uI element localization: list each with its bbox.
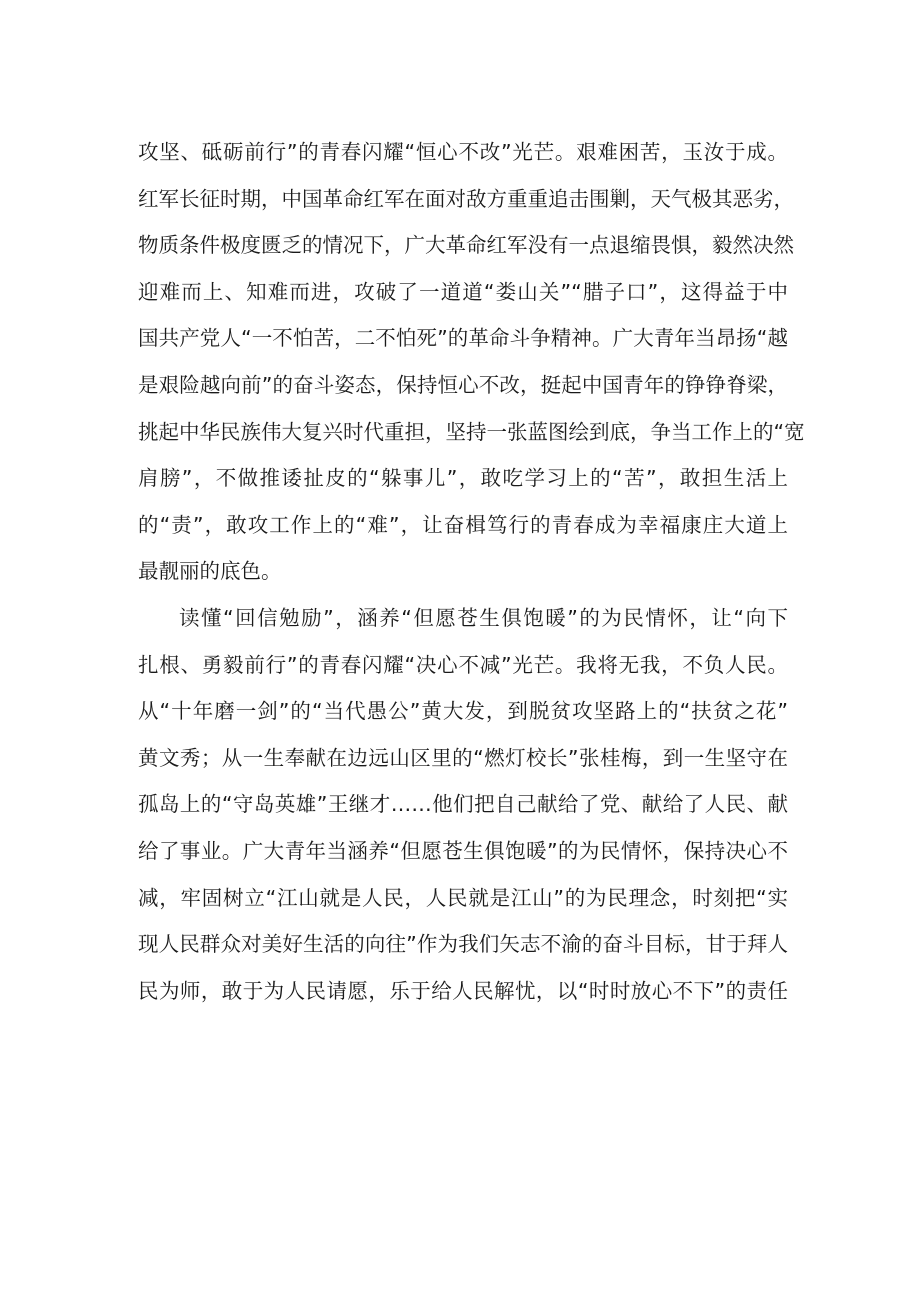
text-line: 减，牢固树立“江山就是人民，人民就是江山”的为民理念，时刻把“实 — [138, 885, 788, 910]
text-line: 红军长征时期，中国革命红军在面对敌方重重追击围剿，天气极其恶劣， — [138, 186, 794, 211]
text-line: 迎难而上、知难而进，攻破了一道道“娄山关”“腊子口”，这得益于中 — [138, 279, 788, 304]
text-line: 扎根、勇毅前行”的青春闪耀“决心不减”光芒。我将无我，不负人民。 — [138, 652, 788, 677]
text-line: 物质条件极度匮乏的情况下，广大革命红军没有一点退缩畏惧，毅然决然 — [138, 233, 794, 258]
paragraph-2 — [138, 595, 788, 1014]
text-line: 国共产党人“一不怕苦，二不怕死”的革命斗争精神。广大青年当昂扬“越 — [138, 326, 788, 351]
text-line: 读懂“回信勉励”，涵养“但愿苍生俱饱暖”的为民情怀，让“向下 — [179, 605, 788, 630]
text-line: 黄文秀；从一生奉献在边远山区里的“燃灯校长”张桂梅，到一生坚守在 — [138, 745, 788, 770]
body-text — [138, 129, 805, 1014]
text-line: 现人民群众对美好生活的向往”作为我们矢志不渝的奋斗目标，甘于拜人 — [138, 932, 788, 957]
paragraph-1 — [138, 129, 805, 595]
text-line: 从“十年磨一剑”的“当代愚公”黄大发，到脱贫攻坚路上的“扶贫之花” — [138, 699, 788, 724]
text-line: 挑起中华民族伟大复兴时代重担，坚持一张蓝图绘到底，争当工作上的“宽 — [138, 419, 805, 444]
text-line: 是艰险越向前”的奋斗姿态，保持恒心不改，挺起中国青年的铮铮脊梁， — [138, 372, 788, 397]
text-line: 肩膀”，不做推诿扯皮的“躲事儿”，敢吃学习上的“苦”，敢担生活上 — [138, 466, 788, 491]
text-line: 攻坚、砥砺前行”的青春闪耀“恒心不改”光芒。艰难困苦，玉汝于成。 — [138, 140, 788, 164]
text-line: 最靓丽的底色。 — [138, 559, 282, 584]
text-line: 的“责”，敢攻工作上的“难”，让奋楫笃行的青春成为幸福康庄大道上 — [138, 512, 788, 537]
text-line: 民为师，敢于为人民请愿，乐于给人民解忧，以“时时放心不下”的责任 — [138, 978, 788, 1003]
text-line: 孤岛上的“守岛英雄”王继才……他们把自己献给了党、献给了人民、献 — [138, 792, 788, 817]
text-line: 给了事业。广大青年当涵养“但愿苍生俱饱暖”的为民情怀，保持决心不 — [138, 838, 788, 863]
